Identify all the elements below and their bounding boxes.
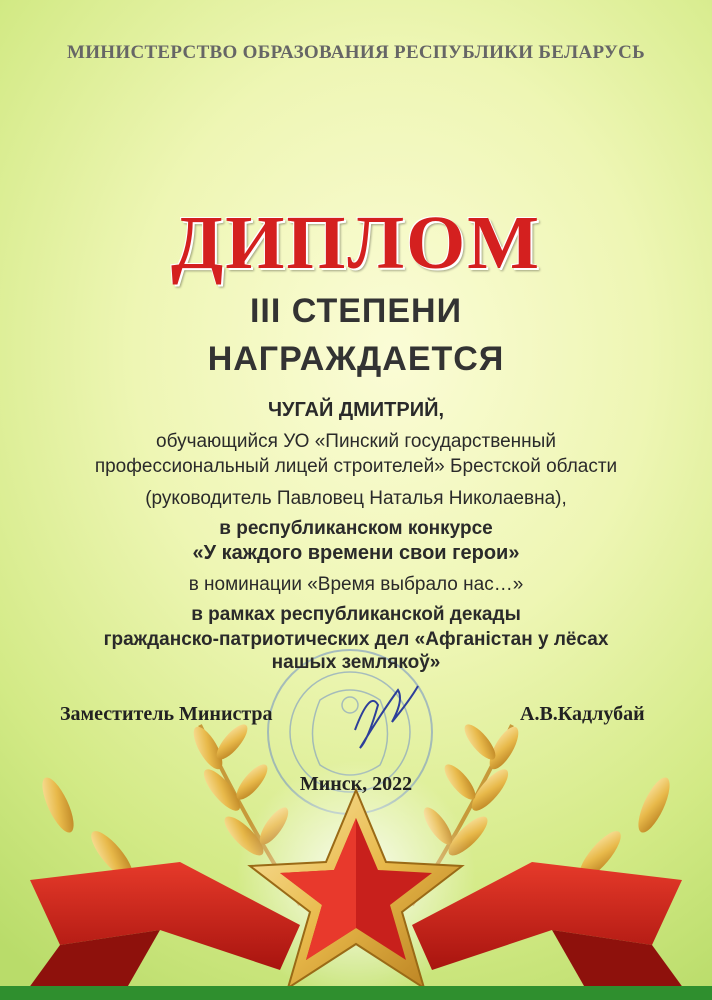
contest-line-2: «У каждого времени свои герои» bbox=[192, 542, 520, 564]
contest-nomination: в номинации «Время выбрало нас…» bbox=[188, 574, 524, 595]
recipient-name: ЧУГАЙ ДМИТРИЙ, bbox=[267, 399, 445, 421]
ministry-header: МИНИСТЕРСТВО ОБРАЗОВАНИЯ РЕСПУБЛИКИ БЕЛАРУСЬ bbox=[66, 42, 646, 63]
contest-line-1: в республиканском конкурсе bbox=[219, 518, 493, 539]
signature-position: Заместитель Министра bbox=[60, 703, 273, 725]
diploma-title: ДИПЛОМ bbox=[171, 201, 541, 285]
contest-line-5: гражданско-патриотических дел «Афганістан у лёсах bbox=[103, 629, 609, 650]
contest-line-4: в рамках республиканской декады bbox=[191, 604, 521, 625]
awarded-title: НАГРАЖДАЕТСЯ bbox=[207, 340, 505, 378]
recipient-line-1: обучающийся УО «Пинский государственный bbox=[156, 431, 556, 452]
place-date: Минск, 2022 bbox=[299, 773, 413, 795]
recipient-line-3: (руководитель Павловец Наталья Николаевна), bbox=[145, 488, 567, 509]
degree-title: III СТЕПЕНИ bbox=[249, 292, 463, 330]
contest-line-6: нашых землякоў» bbox=[271, 652, 441, 673]
recipient-line-2: профессиональный лицей строителей» Брестской области bbox=[94, 456, 618, 477]
signature-name: А.В.Кадлубай bbox=[520, 703, 645, 725]
